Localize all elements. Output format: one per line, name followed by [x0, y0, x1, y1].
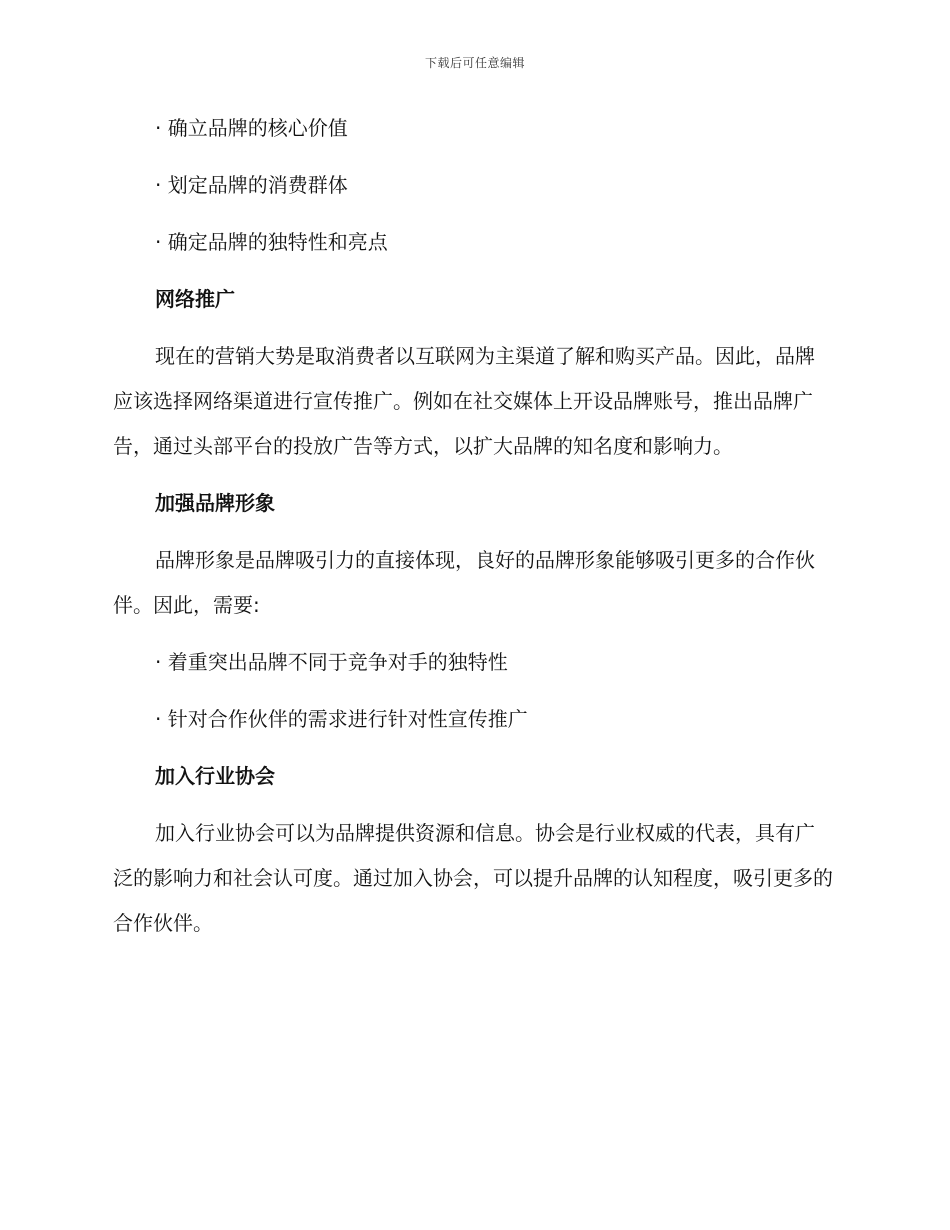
bullet-item-uniqueness: · 确定品牌的独特性和亮点	[155, 230, 388, 254]
paragraph-industry-association: 加入行业协会可以为品牌提供资源和信息。协会是行业权威的代表，具有广泛的影响力和社会认可度。通过加入协会，可以提升品牌的认知程度，吸引更多的合作伙伴。	[113, 821, 833, 935]
bullet-item-highlight-uniqueness: · 着重突出品牌不同于竞争对手的独特性	[155, 650, 508, 674]
document-body	[113, 113, 833, 965]
bullet-item-consumer-group: · 划定品牌的消费群体	[155, 173, 348, 197]
section-heading-online-promotion: 网络推广	[155, 287, 235, 311]
paragraph-online-promotion: 现在的营销大势是取消费者以互联网为主渠道了解和购买产品。因此，品牌应该选择网络渠道进行宣传推广。例如在社交媒体上开设品牌账号，推出品牌广告，通过头部平台的投放广告等方式，以扩大品牌的知名度和影响力。	[113, 344, 815, 458]
bullet-item-targeted-promotion: · 针对合作伙伴的需求进行针对性宣传推广	[155, 707, 528, 731]
page-header-note: 下载后可任意编辑	[424, 56, 525, 70]
bullet-item-core-value: · 确立品牌的核心价值	[155, 116, 348, 140]
paragraph-brand-image: 品牌形象是品牌吸引力的直接体现，良好的品牌形象能够吸引更多的合作伙伴。因此，需要:	[113, 548, 815, 617]
section-heading-industry-association: 加入行业协会	[155, 764, 275, 788]
section-heading-brand-image: 加强品牌形象	[155, 491, 275, 515]
